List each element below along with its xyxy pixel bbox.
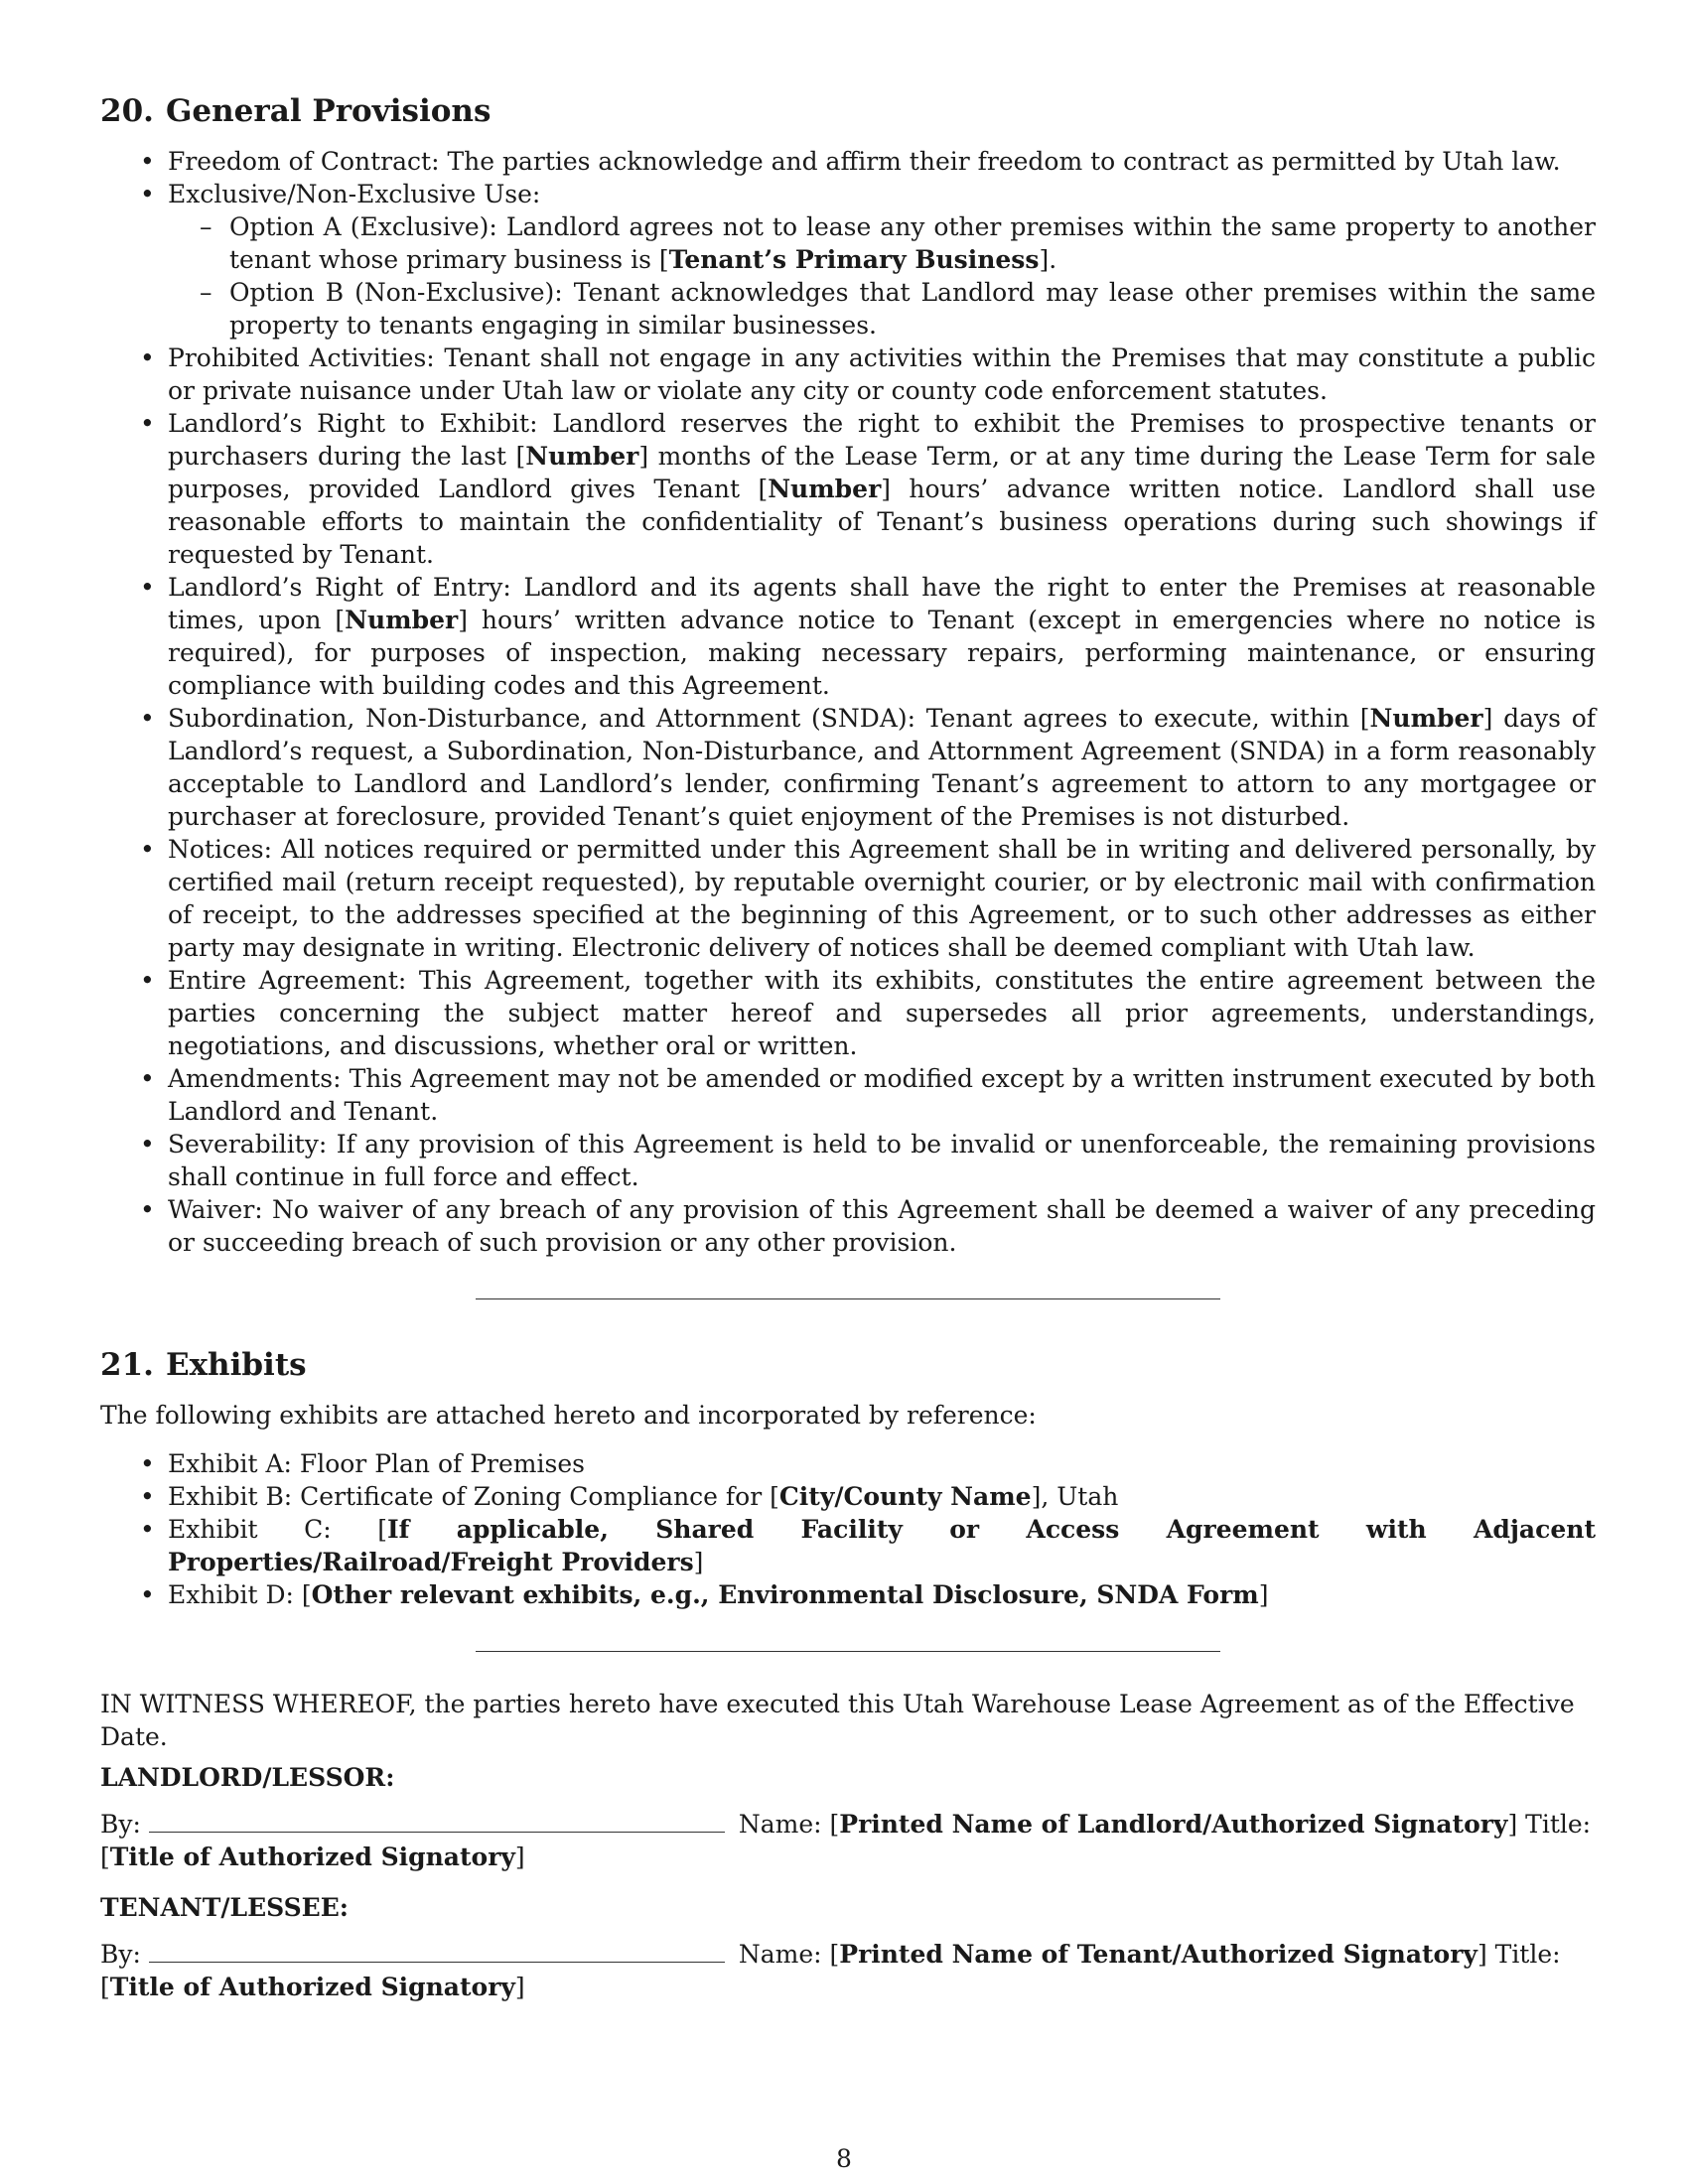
by-label: By: bbox=[100, 1940, 141, 1969]
section-20-heading bbox=[100, 91, 1596, 131]
section-divider bbox=[476, 1298, 1220, 1299]
general-provisions-list bbox=[100, 145, 1596, 1259]
provision-text: Option B (Non-Exclusive): Tenant acknowledges that Landlord may lease other premises within the same property to tenants engaging in similar businesses. bbox=[229, 278, 1596, 340]
placeholder-field: City/County Name bbox=[778, 1482, 1032, 1511]
provision-text: ] months of the Lease Term, or at any time during the Lease Term for sale purposes, provided Landlord gives Tenant [ bbox=[168, 442, 1596, 503]
placeholder-field: Number bbox=[345, 606, 459, 634]
title-label: ] Title: [ bbox=[100, 1810, 1592, 1871]
landlord-heading: LANDLORD/LESSOR: bbox=[100, 1763, 395, 1792]
tenant-heading: TENANT/LESSEE: bbox=[100, 1893, 350, 1922]
provision-text: Severability: If any provision of this Agreement is held to be invalid or unenforceable, the remaining provisions shall continue in full force and effect. bbox=[168, 1130, 1596, 1191]
provision-text: Notices: All notices required or permitted under this Agreement shall be in writing and delivered personally, by certified mail (return receipt requested), by reputable overnight courier, or by electronic mail with confirmation of receipt, to the addresses specified at the beginning of this Agreement, or to such other addresses as either party may designate in writing. Electronic delivery of notices shall be deemed compliant with Utah law. bbox=[168, 835, 1596, 962]
provision-text: Landlord’s Right to Exhibit: Landlord reserves the right to exhibit the Premises to prospective tenants or purchasers during the last [ bbox=[168, 409, 1596, 471]
provision-text: Entire Agreement: This Agreement, together with its exhibits, constitutes the entire agreement between the parties concerning the subject matter hereof and supersedes all prior agreements, understandings, negotiations, and discussions, whether oral or written. bbox=[168, 966, 1596, 1060]
placeholder-field: Printed Name of Landlord/Authorized Signatory bbox=[839, 1810, 1508, 1839]
section-title: Exhibits bbox=[165, 1347, 307, 1383]
list-item bbox=[168, 1480, 1596, 1513]
placeholder-field: Number bbox=[768, 475, 882, 503]
name-label: Name: [ bbox=[738, 1810, 840, 1839]
list-item bbox=[168, 1193, 1596, 1259]
exhibit-text: Exhibit C: [ bbox=[168, 1515, 387, 1544]
list-item bbox=[168, 964, 1596, 1062]
name-label: Name: [ bbox=[738, 1940, 840, 1969]
list-item bbox=[168, 341, 1596, 407]
placeholder-field: Number bbox=[525, 442, 639, 471]
exhibit-text: Exhibit D: [ bbox=[168, 1580, 312, 1609]
list-item bbox=[229, 210, 1596, 276]
list-item bbox=[168, 145, 1596, 178]
exhibit-text: Exhibit A: Floor Plan of Premises bbox=[168, 1449, 585, 1478]
placeholder-field: Other relevant exhibits, e.g., Environmental Disclosure, SNDA Form bbox=[311, 1580, 1259, 1609]
provision-text: Option A (Exclusive): Landlord agrees not to lease any other premises within the same property to another tenant whose primary business is [ bbox=[229, 212, 1596, 274]
provision-text: ] hours’ written advance notice to Tenant (except in emergencies where no notice is required), for purposes of inspection, making necessary repairs, performing maintenance, or ensuring compliance with building codes and this Agreement. bbox=[168, 606, 1596, 700]
section-divider bbox=[476, 1651, 1220, 1652]
section-21-heading bbox=[100, 1345, 1596, 1385]
section-number: 21. bbox=[100, 1347, 154, 1383]
exhibit-text: Exhibit B: Certificate of Zoning Compliance for [ bbox=[168, 1482, 779, 1511]
placeholder-field: Tenant’s Primary Business bbox=[668, 245, 1040, 274]
list-item bbox=[168, 1128, 1596, 1193]
witness-statement: IN WITNESS WHEREOF, the parties hereto have executed this Utah Warehouse Lease Agreement as of the Effective Date. bbox=[100, 1690, 1575, 1751]
exclusive-options-list bbox=[168, 210, 1596, 341]
landlord-signature-block bbox=[100, 1808, 1596, 1873]
document-page bbox=[100, 91, 1596, 2021]
exhibit-text: ], Utah bbox=[1031, 1482, 1119, 1511]
exhibit-text: ] bbox=[1258, 1580, 1269, 1609]
provision-text: Prohibited Activities: Tenant shall not engage in any activities within the Premises that may constitute a public or private nuisance under Utah law or violate any city or county code enforcement statutes. bbox=[168, 343, 1596, 405]
provision-text: Exclusive/Non-Exclusive Use: bbox=[168, 180, 541, 208]
list-item bbox=[168, 407, 1596, 571]
exhibits-list bbox=[100, 1447, 1596, 1611]
provision-text: Subordination, Non-Disturbance, and Attornment (SNDA): Tenant agrees to execute, within [ bbox=[168, 704, 1370, 733]
provision-text: ] hours’ advance written notice. Landlord shall use reasonable efforts to maintain the confidentiality of Tenant’s business operations during such showings if requested by Tenant. bbox=[168, 475, 1596, 569]
list-item bbox=[168, 1513, 1596, 1578]
provision-text: ] days of Landlord’s request, a Subordination, Non-Disturbance, and Attornment Agreement (SNDA) in a form reasonably acceptable to Landlord and Landlord’s lender, confirming Tenant’s agreement to attorn to any mortgagee or purchaser at foreclosure, provided Tenant’s quiet enjoyment of the Premises is not disturbed. bbox=[168, 704, 1596, 831]
placeholder-field: Number bbox=[1369, 704, 1483, 733]
list-item bbox=[168, 571, 1596, 702]
provision-text: ]. bbox=[1039, 245, 1057, 274]
page-number: 8 bbox=[836, 2144, 852, 2173]
list-item bbox=[168, 1578, 1596, 1611]
placeholder-field: Title of Authorized Signatory bbox=[109, 1973, 515, 2001]
exhibit-text: ] bbox=[693, 1548, 704, 1576]
provision-text: Landlord’s Right of Entry: Landlord and its agents shall have the right to enter the Premises at reasonable times, upon [ bbox=[168, 573, 1596, 634]
list-item bbox=[229, 276, 1596, 341]
list-item bbox=[168, 178, 1596, 341]
placeholder-field: Printed Name of Tenant/Authorized Signatory bbox=[839, 1940, 1477, 1969]
list-item bbox=[168, 1447, 1596, 1480]
list-item bbox=[168, 702, 1596, 833]
exhibits-intro: The following exhibits are attached hereto and incorporated by reference: bbox=[100, 1401, 1037, 1430]
landlord-signature-line[interactable] bbox=[149, 1810, 725, 1833]
bracket: ] bbox=[514, 1973, 525, 2001]
tenant-signature-line[interactable] bbox=[149, 1940, 725, 1963]
by-label: By: bbox=[100, 1810, 141, 1839]
provision-text: Waiver: No waiver of any breach of any provision of this Agreement shall be deemed a waiver of any preceding or succeeding breach of such provision or any other provision. bbox=[168, 1195, 1596, 1257]
tenant-signature-block bbox=[100, 1938, 1596, 2003]
provision-text: Freedom of Contract: The parties acknowledge and affirm their freedom to contract as permitted by Utah law. bbox=[168, 147, 1561, 176]
list-item bbox=[168, 833, 1596, 964]
placeholder-field: Title of Authorized Signatory bbox=[109, 1843, 515, 1871]
bracket: ] bbox=[514, 1843, 525, 1871]
provision-text: Amendments: This Agreement may not be amended or modified except by a written instrument executed by both Landlord and Tenant. bbox=[168, 1064, 1596, 1126]
placeholder-field: If applicable, Shared Facility or Access Agreement with Adjacent Properties/Railroad/Freight Providers bbox=[168, 1515, 1596, 1576]
list-item bbox=[168, 1062, 1596, 1128]
section-title: General Provisions bbox=[165, 93, 492, 129]
title-label: ] Title: [ bbox=[100, 1940, 1561, 2001]
section-number: 20. bbox=[100, 93, 154, 129]
